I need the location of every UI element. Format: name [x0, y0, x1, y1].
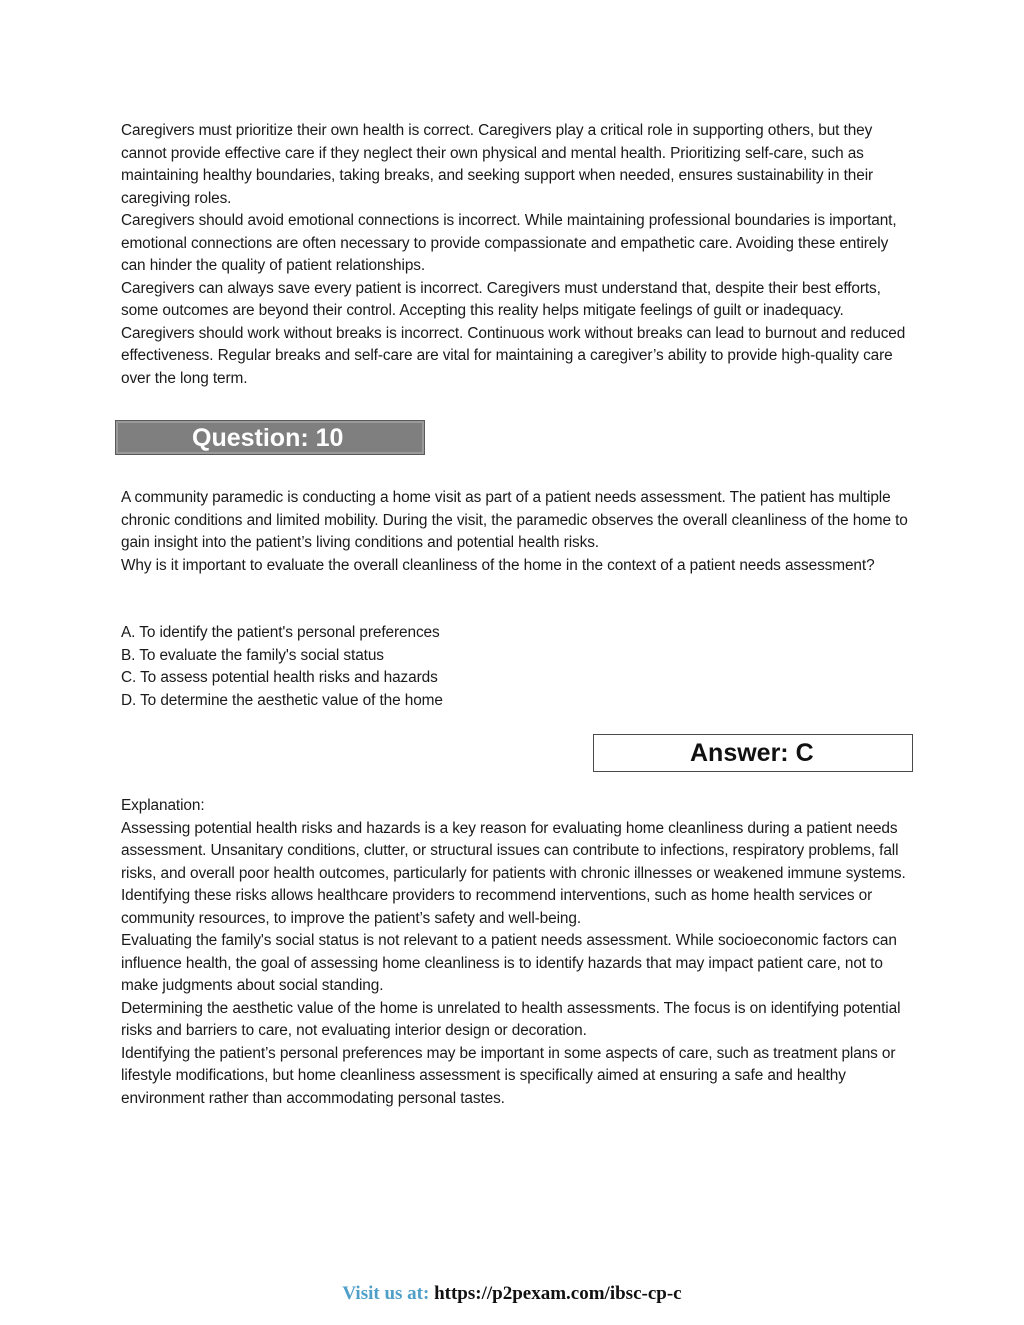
option-c: C. To assess potential health risks and hazards [121, 669, 438, 686]
explanation-paragraph: Identifying the patient’s personal preferences may be important in some aspects of care, such as treatment plans or lifestyle modifications, but home cleanliness assessment is specifically aimed at ensuring a safe and healthy environment rather than accommodating personal tastes. [121, 1044, 896, 1107]
question-number-title: Question: 10 [192, 424, 344, 452]
question-prompt: Why is it important to evaluate the overall cleanliness of the home in the context of a patient needs assessment? [121, 556, 875, 574]
explanation [121, 795, 911, 1110]
footer-url-link[interactable]: https://p2pexam.com/ibsc-cp-c [434, 1283, 682, 1304]
previous-explanation-paragraph: Caregivers should avoid emotional connections is incorrect. While maintaining professional boundaries is important, emotional connections are often necessary to provide compassionate and empathetic care. Avoiding these entirely can hinder the quality of patient relationships. [121, 212, 897, 274]
option-a: A. To identify the patient's personal preferences [121, 624, 440, 641]
answer-box [593, 734, 913, 772]
question-text [121, 487, 911, 577]
previous-explanation-paragraph: Caregivers must prioritize their own health is correct. Caregivers play a critical role in supporting others, but they cannot provide effective care if they neglect their own physical and mental health. Prioritizing self-care, such as maintaining healthy boundaries, taking breaks, and seeking support when needed, ensures sustainability in their caregiving roles. [121, 122, 874, 207]
explanation-paragraph: Determining the aesthetic value of the home is unrelated to health assessments. The focus is on identifying potential risks and barriers to care, not evaluating interior design or decoration. [121, 999, 901, 1039]
answer-label: Answer: C [690, 739, 814, 767]
previous-explanation [121, 120, 911, 390]
option-d: D. To determine the aesthetic value of the home [121, 691, 443, 709]
answer-options [121, 622, 911, 712]
previous-explanation-paragraph: Caregivers can always save every patient is incorrect. Caregivers must understand that, despite their best efforts, some outcomes are beyond their control. Accepting this reality helps mitigate feelings of guilt or inadequacy. [121, 279, 881, 319]
option-b: B. To evaluate the family's social status [121, 646, 384, 664]
question-paragraph: A community paramedic is conducting a home visit as part of a patient needs assessment. The patient has multiple chronic conditions and limited mobility. During the visit, the paramedic observes the overall cleanliness of the home to gain insight into the patient’s living conditions and potential health risks. [121, 489, 908, 551]
question-header [115, 420, 425, 455]
explanation-paragraph: Assessing potential health risks and hazards is a key reason for evaluating home cleanliness during a patient needs assessment. Unsanitary conditions, clutter, or structural issues can contribute to infections, respiratory problems, fall risks, and overall poor health outcomes, particularly for patients with chronic illnesses or weakened immune systems. Identifying these risks allows healthcare providers to recommend interventions, such as home health services or community resources, to improve the patient’s safety and well-being. [121, 819, 906, 927]
footer [0, 1282, 1024, 1306]
explanation-heading: Explanation: [121, 797, 205, 814]
previous-explanation-paragraph: Caregivers should work without breaks is incorrect. Continuous work without breaks can lead to burnout and reduced effectiveness. Regular breaks and self-care are vital for maintaining a caregiver’s ability to provide high-quality care over the long term. [121, 324, 906, 387]
footer-visit-label: Visit us at: [342, 1283, 430, 1304]
explanation-paragraph: Evaluating the family's social status is not relevant to a patient needs assessment. While socioeconomic factors can influence health, the goal of assessing home cleanliness is to identify hazards that may impact patient care, not to make judgments about social standing. [121, 932, 897, 994]
